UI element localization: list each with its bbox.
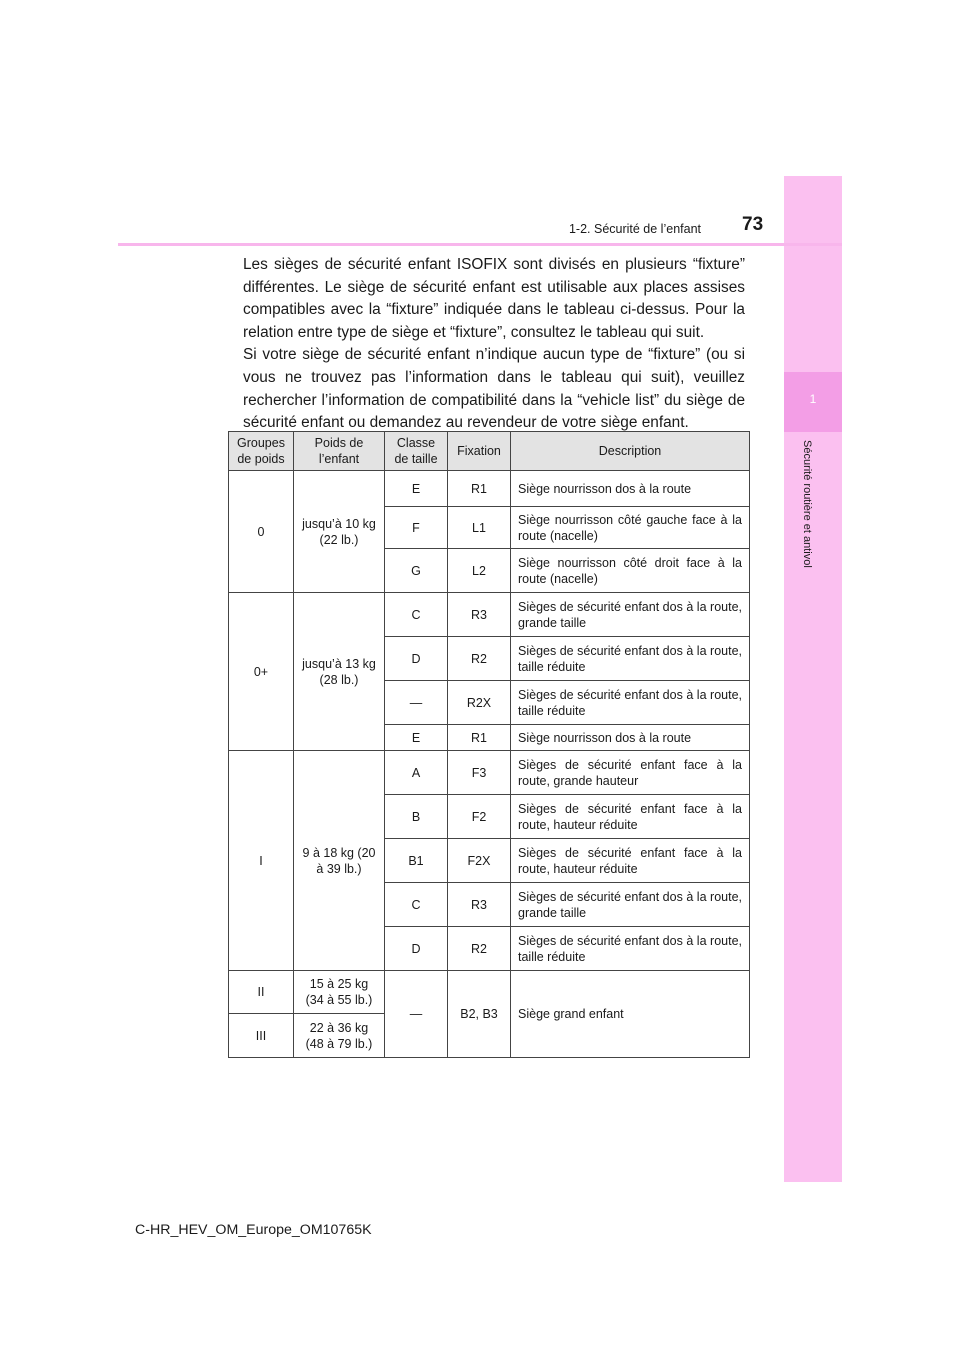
document-footer-code: C-HR_HEV_OM_Europe_OM10765K xyxy=(135,1222,372,1238)
child-weight-cell: 15 à 25 kg (34 à 55 lb.) xyxy=(294,971,385,1014)
fixation-cell: F2X xyxy=(448,839,511,883)
fixation-cell: F2 xyxy=(448,795,511,839)
paragraph: Si votre siège de sécurité enfant n’indique aucun type de “fixture” (ou si vous ne trouvez pas l’information dans le tableau qui suit), veuillez rechercher l’information de compatibilité dans la “vehicle list” du siège de sécurité enfant ou demandez au revendeur de votre siège enfant. xyxy=(243,346,745,432)
fixation-cell: L1 xyxy=(448,507,511,549)
description-cell: Sièges de sécurité enfant dos à la route, taille réduite xyxy=(511,681,750,725)
chapter-side-tab xyxy=(784,176,842,1182)
size-class-cell: E xyxy=(385,471,448,507)
isofix-fixture-table xyxy=(228,431,750,1058)
description-cell: Siège nourrisson dos à la route xyxy=(511,725,750,751)
chapter-number: 1 xyxy=(809,392,817,406)
size-class-cell: G xyxy=(385,549,448,593)
fixation-cell: R1 xyxy=(448,471,511,507)
table-row xyxy=(229,971,750,1014)
table-header-row xyxy=(229,432,750,471)
fixation-cell: R1 xyxy=(448,725,511,751)
size-class-cell: — xyxy=(385,971,448,1058)
body-text xyxy=(243,254,745,435)
size-class-cell: C xyxy=(385,593,448,637)
weight-group-cell: 0+ xyxy=(229,593,294,751)
weight-group-cell: 0 xyxy=(229,471,294,593)
header-child-weight: Poids de l’enfant xyxy=(294,432,385,471)
size-class-cell: F xyxy=(385,507,448,549)
size-class-cell: D xyxy=(385,927,448,971)
size-class-cell: B1 xyxy=(385,839,448,883)
header-rule xyxy=(118,243,842,246)
description-cell: Siège nourrisson côté droit face à la route (nacelle) xyxy=(511,549,750,593)
table-row xyxy=(229,471,750,507)
section-title: 1-2. Sécurité de l’enfant xyxy=(568,222,701,236)
size-class-cell: E xyxy=(385,725,448,751)
description-cell: Sièges de sécurité enfant dos à la route, taille réduite xyxy=(511,637,750,681)
size-class-cell: D xyxy=(385,637,448,681)
description-cell: Siège grand enfant xyxy=(511,971,750,1058)
size-class-cell: C xyxy=(385,883,448,927)
size-class-cell: — xyxy=(385,681,448,725)
description-cell: Siège nourrisson côté gauche face à la route (nacelle) xyxy=(511,507,750,549)
fixation-cell: L2 xyxy=(448,549,511,593)
size-class-cell: B xyxy=(385,795,448,839)
chapter-title: Sécurité routière et antivol xyxy=(801,440,813,568)
fixation-cell: F3 xyxy=(448,751,511,795)
page-number: 73 xyxy=(742,214,764,235)
fixation-cell: R3 xyxy=(448,593,511,637)
weight-group-cell: I xyxy=(229,751,294,971)
fixation-cell: R2 xyxy=(448,637,511,681)
weight-group-cell: II xyxy=(229,971,294,1014)
table-row xyxy=(229,593,750,637)
fixation-cell: R2X xyxy=(448,681,511,725)
description-cell: Sièges de sécurité enfant dos à la route, taille réduite xyxy=(511,927,750,971)
description-cell: Siège nourrisson dos à la route xyxy=(511,471,750,507)
description-cell: Sièges de sécurité enfant face à la route, hauteur réduite xyxy=(511,795,750,839)
description-cell: Sièges de sécurité enfant dos à la route, grande taille xyxy=(511,883,750,927)
size-class-cell: A xyxy=(385,751,448,795)
header-weight-group: Groupes de poids xyxy=(229,432,294,471)
description-cell: Sièges de sécurité enfant dos à la route, grande taille xyxy=(511,593,750,637)
child-weight-cell: 22 à 36 kg (48 à 79 lb.) xyxy=(294,1014,385,1058)
table-row xyxy=(229,751,750,795)
fixation-cell: R2 xyxy=(448,927,511,971)
header-fixation: Fixation xyxy=(448,432,511,471)
fixation-cell: B2, B3 xyxy=(448,971,511,1058)
child-weight-cell: jusqu’à 10 kg (22 lb.) xyxy=(294,471,385,593)
description-cell: Sièges de sécurité enfant face à la route, grande hauteur xyxy=(511,751,750,795)
description-cell: Sièges de sécurité enfant face à la route, hauteur réduite xyxy=(511,839,750,883)
header-description: Description xyxy=(511,432,750,471)
paragraph: Les sièges de sécurité enfant ISOFIX sont divisés en plusieurs “fixture” différentes. Le siège de sécurité enfant est utilisable aux places assises compatibles avec la “fixture” indiquée dans le tableau ci-dessus. Pour la relation entre type de siège et “fixture”, consultez le tableau qui suit. xyxy=(243,256,745,341)
child-weight-cell: jusqu’à 13 kg (28 lb.) xyxy=(294,593,385,751)
header-size-class: Classe de taille xyxy=(385,432,448,471)
fixation-cell: R3 xyxy=(448,883,511,927)
weight-group-cell: III xyxy=(229,1014,294,1058)
child-weight-cell: 9 à 18 kg (20 à 39 lb.) xyxy=(294,751,385,971)
